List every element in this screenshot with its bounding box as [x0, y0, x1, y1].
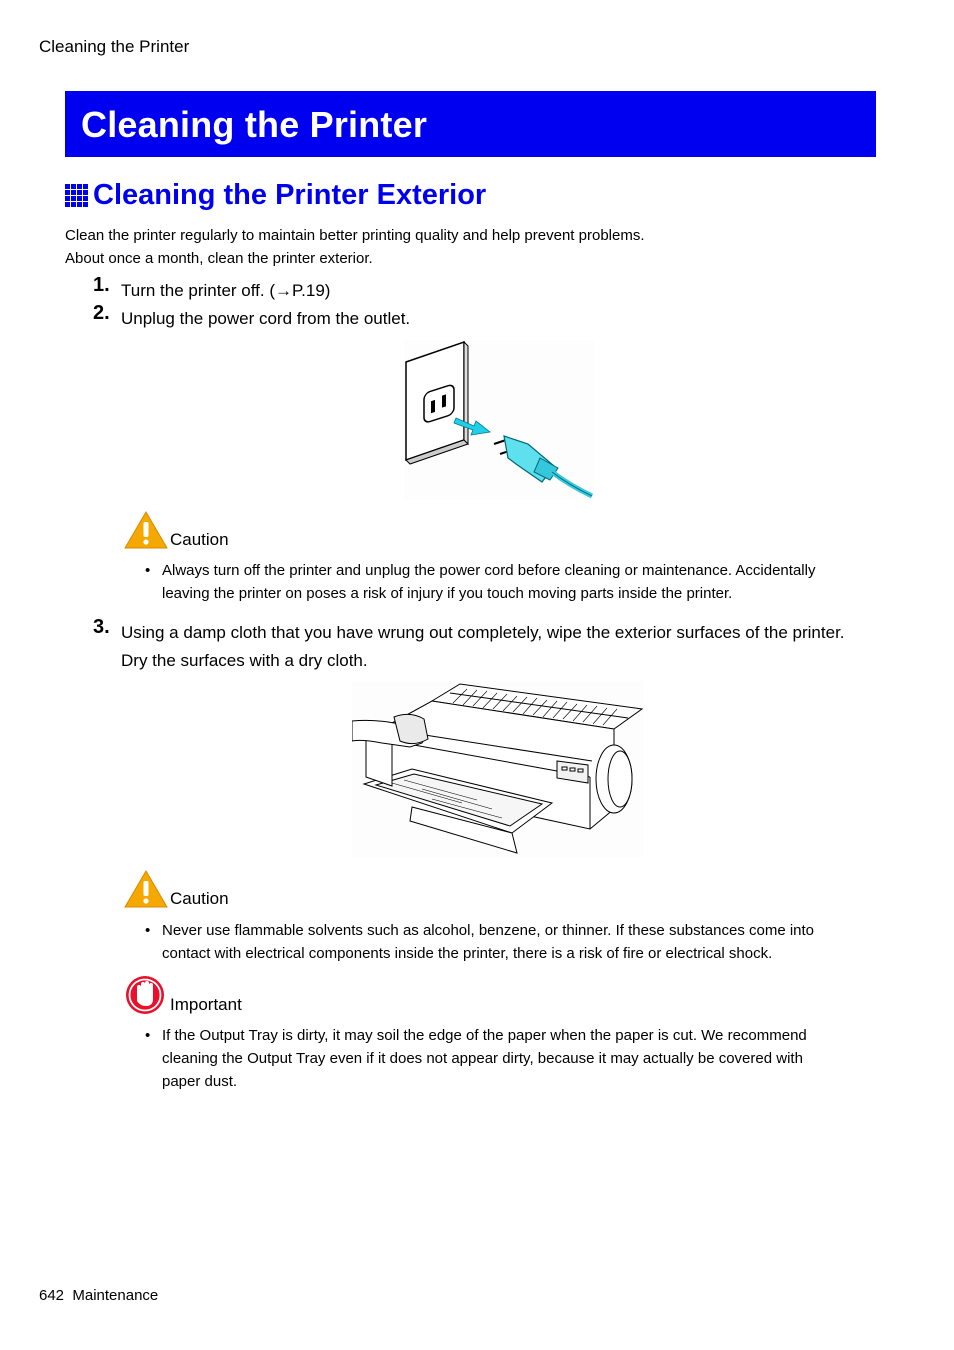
note-line: Always turn off the printer and unplug the power cord before cleaning or maintenance. Accidentally: [162, 562, 816, 579]
step-number: 3.: [93, 616, 110, 638]
important-note: [124, 975, 242, 1015]
caution-triangle-icon: [124, 869, 168, 909]
chapter-name: Maintenance: [72, 1287, 159, 1304]
bullet-dot: •: [145, 562, 151, 579]
caution-triangle-icon: [124, 510, 168, 550]
note-label: Caution: [170, 889, 229, 908]
note-label: Caution: [170, 530, 229, 549]
page-footer: [39, 1287, 158, 1304]
bullet-dot: •: [145, 1027, 151, 1044]
intro-line: Clean the printer regularly to maintain better printing quality and help prevent problems.: [65, 227, 645, 244]
note-line: cleaning the Output Tray even if it does not appear dirty, because it may actually be covered with: [162, 1050, 803, 1067]
unplug-illustration: [404, 340, 594, 500]
title-bar: [65, 91, 876, 157]
note-line: leaving the printer on poses a risk of injury if you touch moving parts inside the printer.: [162, 585, 733, 602]
step-text: Using a damp cloth that you have wrung out completely, wipe the exterior surfaces of the printer.: [121, 623, 845, 642]
running-header: Cleaning the Printer: [39, 37, 190, 56]
note-line: paper dust.: [162, 1073, 238, 1090]
note-label: Important: [170, 995, 242, 1014]
intro-line: About once a month, clean the printer exterior.: [65, 250, 373, 267]
step-number: 2.: [93, 302, 110, 324]
intro-text: [65, 224, 645, 270]
caution-note-1: [124, 510, 229, 550]
note-line: If the Output Tray is dirty, it may soil the edge of the paper when the paper is cut. We recommend: [162, 1027, 807, 1044]
step-text: Unplug the power cord from the outlet.: [121, 309, 411, 328]
step-number: 1.: [93, 274, 110, 296]
note-line: Never use flammable solvents such as alcohol, benzene, or thinner. If these substances come into: [162, 922, 815, 939]
note-line: contact with electrical components inside the printer, there is a risk of fire or electrical shock.: [162, 945, 773, 962]
page-number: 642: [39, 1287, 65, 1304]
important-hand-icon: [124, 975, 168, 1015]
step-text: Turn the printer off. (→P.19): [121, 281, 331, 300]
grid-icon: [65, 184, 88, 207]
step-text-continued: Dry the surfaces with a dry cloth.: [121, 651, 368, 670]
section-title: Cleaning the Printer Exterior: [93, 178, 487, 211]
printer-cleaning-illustration: [352, 681, 644, 857]
caution-note-2: [124, 869, 229, 909]
page-title: Cleaning the Printer: [81, 104, 428, 145]
bullet-dot: •: [145, 922, 151, 939]
section-heading: [65, 177, 486, 213]
